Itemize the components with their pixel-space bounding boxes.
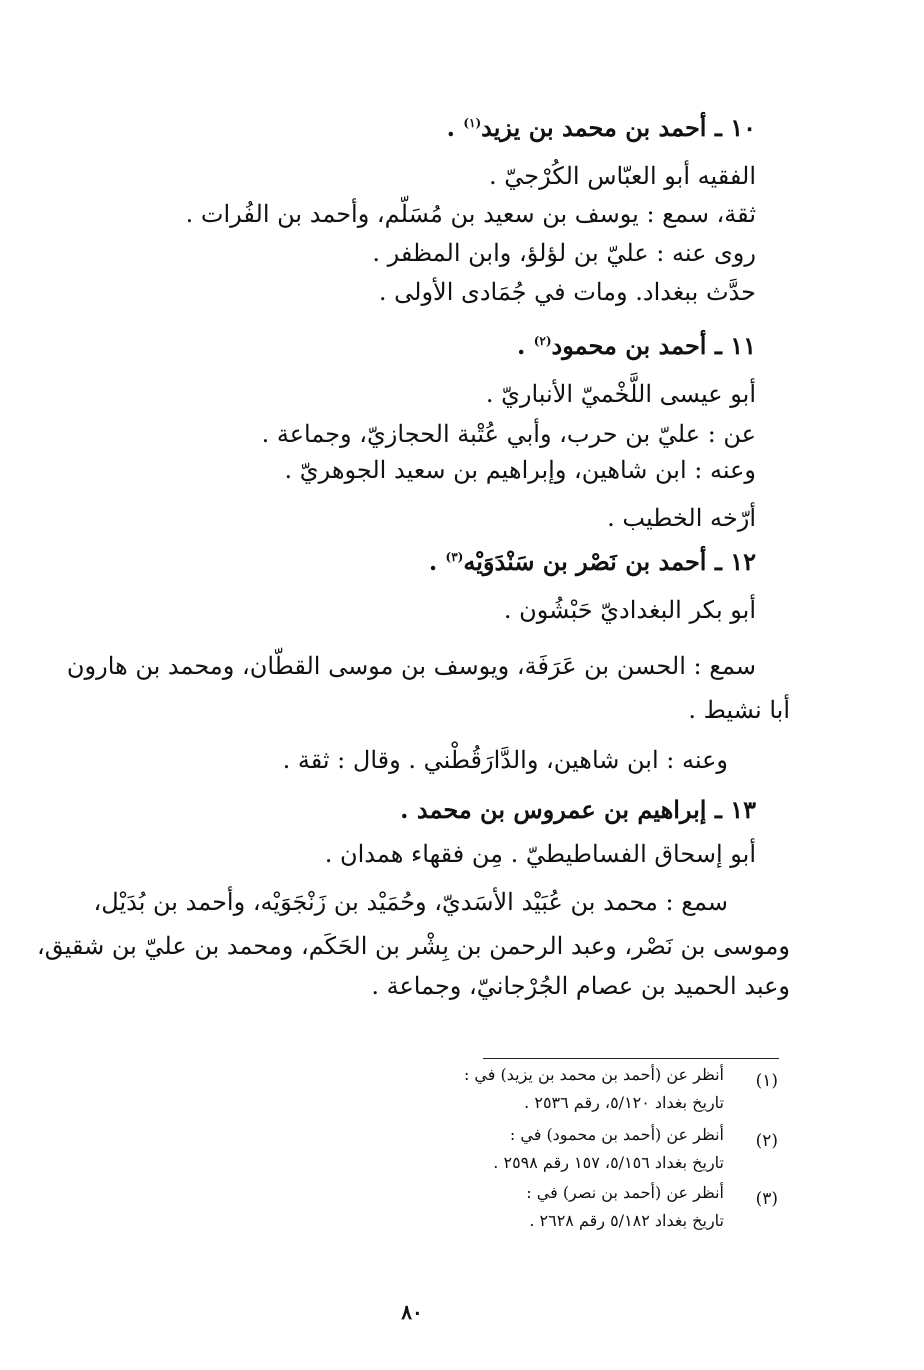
entry-line: سمع : الحسن بن عَرَفَة، ويوسف بن موسى القطّان، ومحمد بن هارون bbox=[66, 652, 756, 680]
footnote-number: (١) bbox=[755, 1071, 778, 1091]
entry-line: حدَّث ببغداد. ومات في جُمَادى الأولى . bbox=[378, 278, 756, 306]
entry-heading: ١٣ ـ إبراهيم بن عمروس بن محمد . bbox=[400, 795, 756, 824]
entry-line: وعنه : ابن شاهين، والدَّارَقُطْني . وقال : ثقة . bbox=[282, 746, 728, 774]
footnote-line: تاريخ بغداد ٥/١٨٢ رقم ٢٦٢٨ . bbox=[529, 1211, 724, 1230]
footnote-line: تاريخ بغداد ٥/١٥٦، ١٥٧ رقم ٢٥٩٨ . bbox=[493, 1153, 724, 1172]
entry-heading: ١٢ ـ أحمد بن نَصْر بن سَنْدَوَيْه$^{(٣)}$ . bbox=[428, 547, 756, 576]
footnote-line: تاريخ بغداد ٥/١٢٠، رقم ٢٥٣٦ . bbox=[524, 1093, 724, 1112]
entry-line: أبا نشيط . bbox=[688, 696, 790, 724]
entry-heading: ١٠ ـ أحمد بن محمد بن يزيد$^{(١)}$ . bbox=[446, 113, 756, 142]
footnote-number: (٣) bbox=[755, 1189, 778, 1209]
entry-line: أبو إسحاق الفساطيطيّ . مِن فقهاء همدان . bbox=[324, 840, 756, 868]
footnote-line: أنظر عن (أحمد بن محمود) في : bbox=[509, 1125, 724, 1144]
entry-heading: ١١ ـ أحمد بن محمود$^{(٢)}$ . bbox=[516, 331, 756, 360]
footnote-number: (٢) bbox=[755, 1131, 778, 1151]
entry-line: ثقة، سمع : يوسف بن سعيد بن مُسَلّم، وأحمد بن الفُرات . bbox=[185, 200, 756, 228]
entry-line: وعنه : ابن شاهين، وإبراهيم بن سعيد الجوهريّ . bbox=[284, 456, 756, 484]
footnote-marker: (٣) bbox=[445, 550, 464, 564]
entry-line: سمع : محمد بن عُبَيْد الأسَديّ، وحُمَيْد بن زَنْجَوَيْه، وأحمد بن بُدَيْل، bbox=[93, 888, 728, 916]
entry-line: أبو بكر البغداديّ حَبْشُون . bbox=[503, 596, 756, 624]
entry-line: أرّخه الخطيب . bbox=[607, 504, 756, 532]
footnote-marker: (٢) bbox=[533, 334, 552, 348]
entry-line: عن : عليّ بن حرب، وأبي عُتْبة الحجازيّ، وجماعة . bbox=[261, 420, 756, 448]
entry-line: وموسى بن نَصْر، وعبد الرحمن بن بِشْر بن الحَكَم، ومحمد بن عليّ بن شقيق، bbox=[36, 932, 790, 960]
page-number: ٨٠ bbox=[401, 1300, 423, 1324]
entry-line: أبو عيسى اللَّخْميّ الأنباريّ . bbox=[485, 380, 756, 408]
entry-line: وعبد الحميد بن عصام الجُرْجانيّ، وجماعة . bbox=[371, 972, 790, 1000]
entry-line: الفقيه أبو العبّاس الكُرْجيّ . bbox=[489, 162, 756, 190]
entry-line: روى عنه : عليّ بن لؤلؤ، وابن المظفر . bbox=[372, 239, 756, 267]
footnote-marker: (١) bbox=[463, 116, 482, 130]
footnote-rule bbox=[483, 1058, 779, 1059]
footnote-line: أنظر عن (أحمد بن محمد بن يزيد) في : bbox=[463, 1065, 724, 1084]
footnote-line: أنظر عن (أحمد بن نصر) في : bbox=[526, 1183, 724, 1202]
